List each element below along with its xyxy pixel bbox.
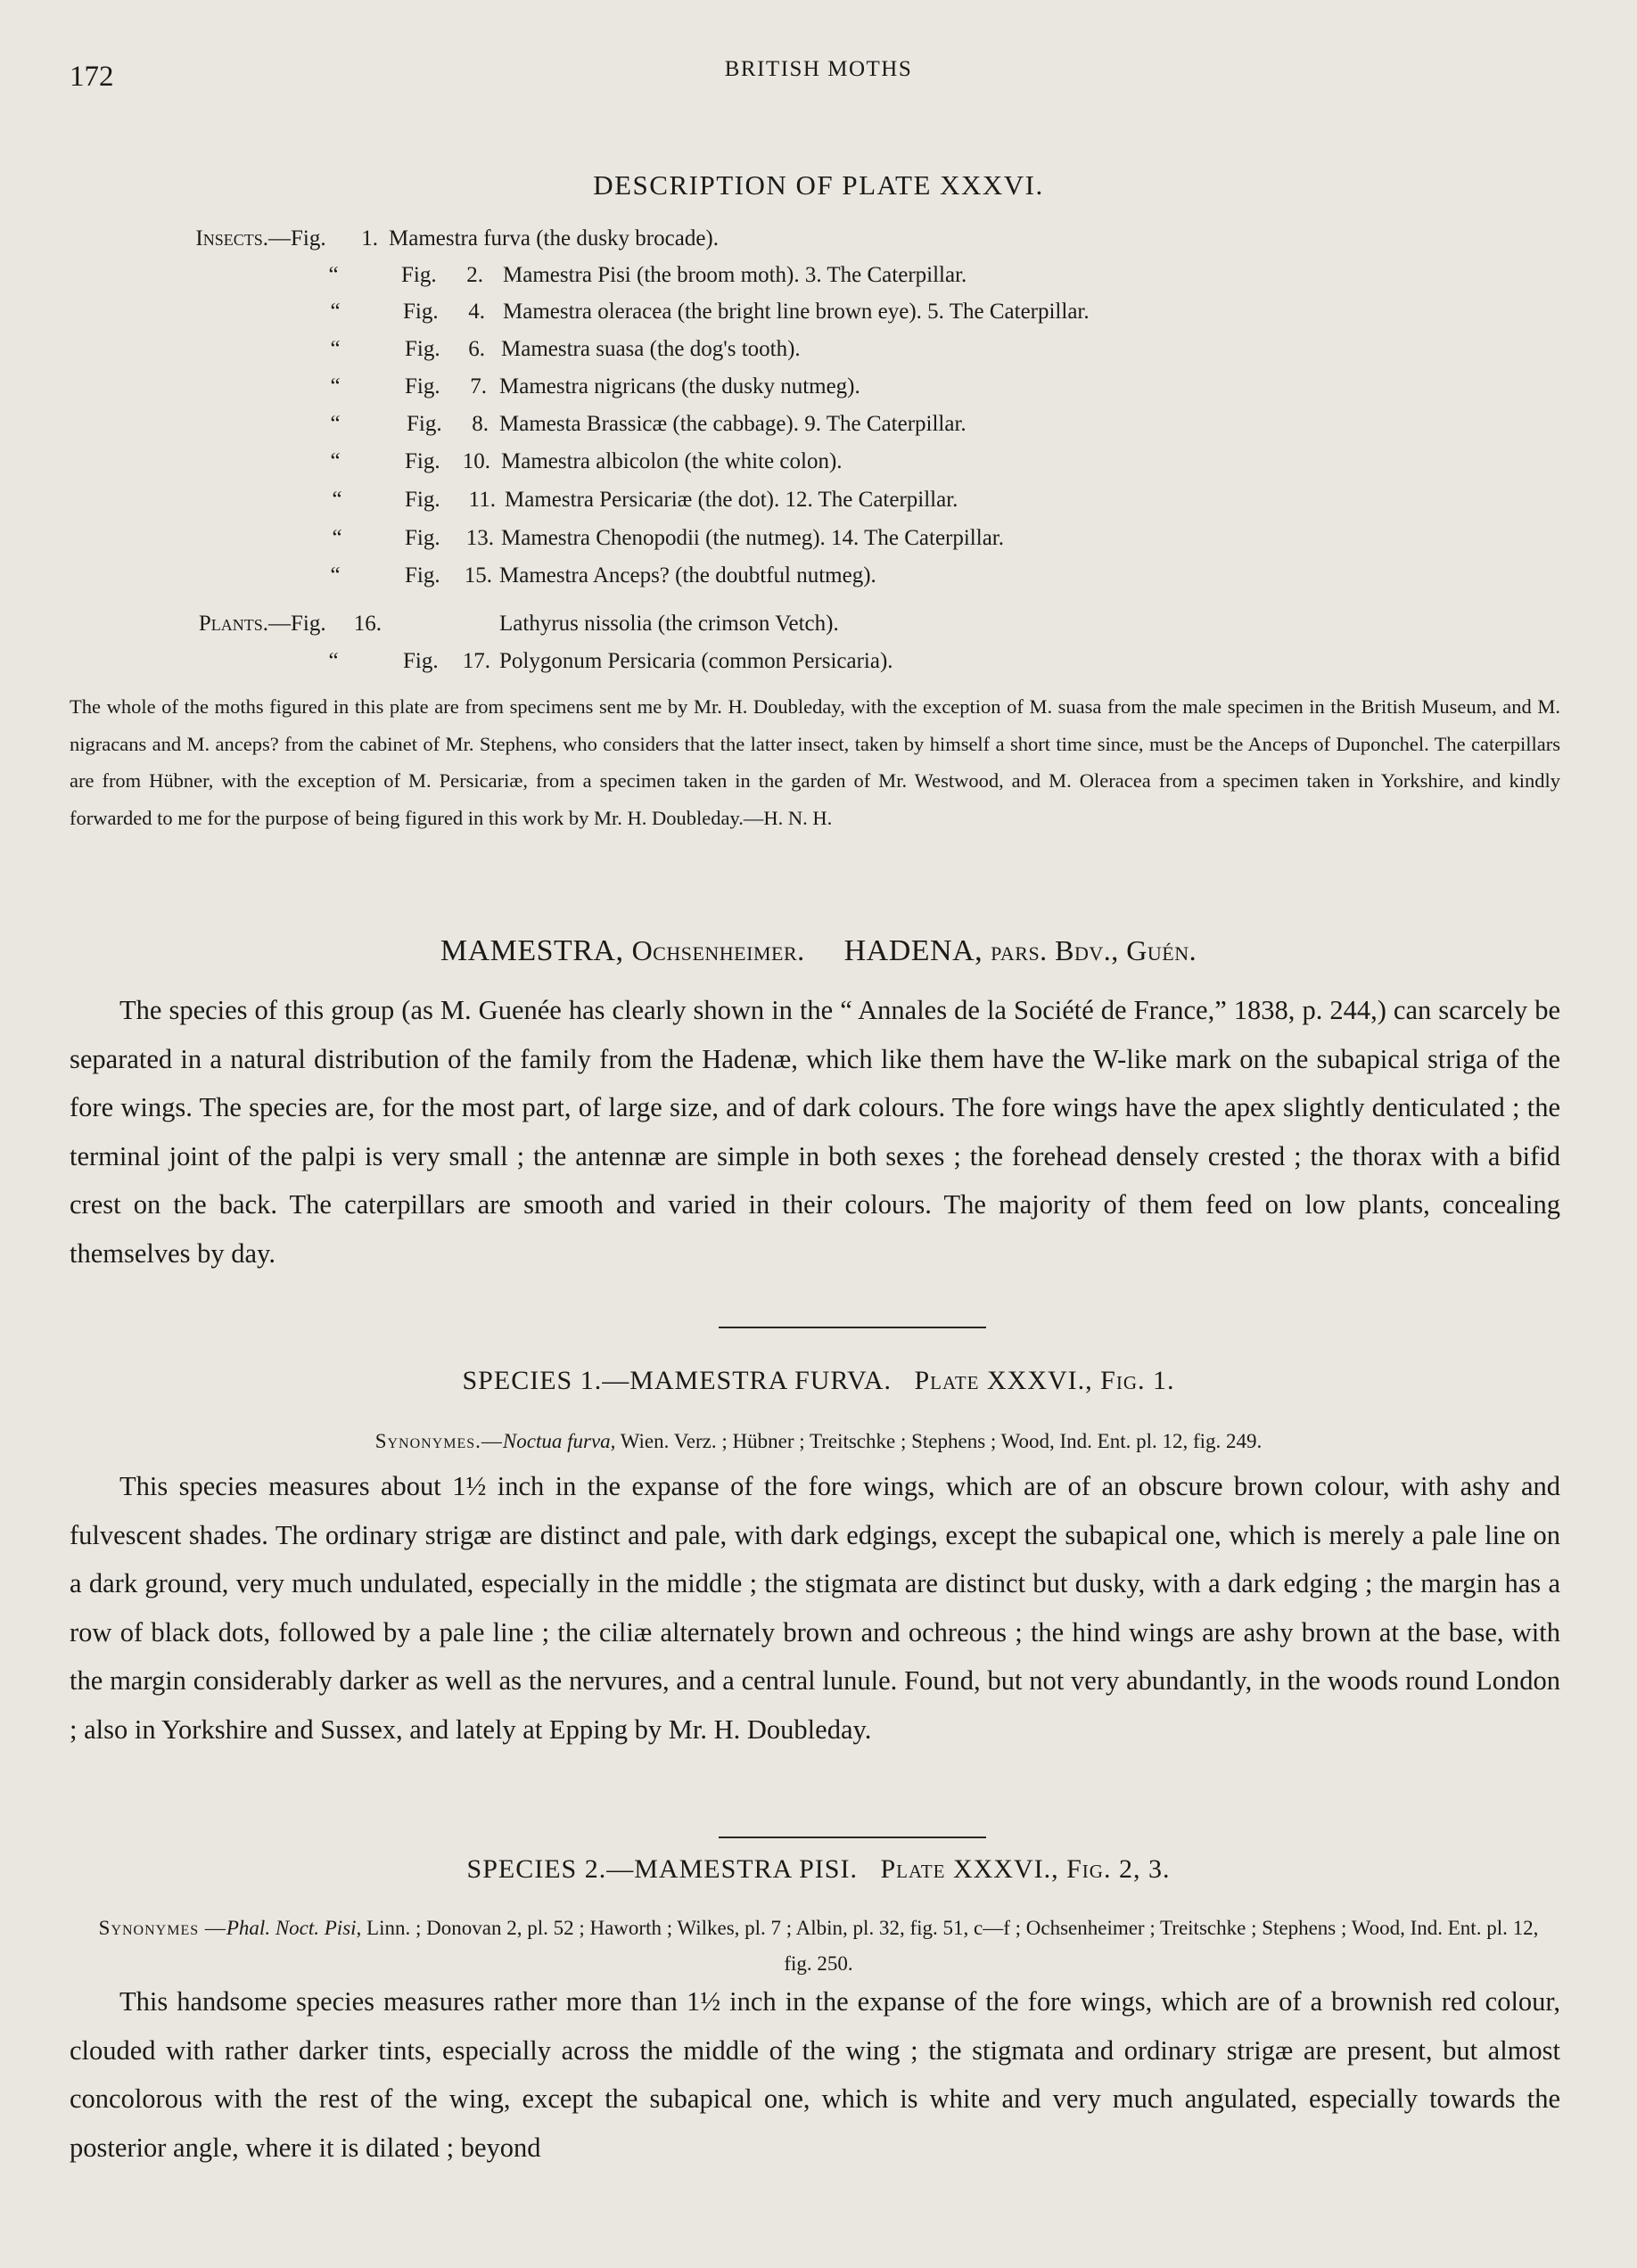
ditto-mark: “ — [332, 488, 342, 512]
ditto-mark: “ — [328, 263, 339, 287]
species-heading — [0, 1854, 1637, 1885]
genus-author: Ochsenheimer. — [631, 934, 805, 966]
ditto-mark: “ — [330, 563, 341, 588]
fig-word: Fig. — [405, 488, 440, 512]
genus-intro — [70, 986, 1560, 1278]
page-number: 172 — [70, 61, 114, 93]
synonyms-label: Synonymes — — [98, 1917, 226, 1939]
fig-word: Fig. — [405, 337, 440, 361]
plants-label: Plants.— — [198, 612, 291, 636]
figure-description: Mamestra albicolon (the white colon). — [501, 449, 843, 473]
fig-word: Fig. — [405, 449, 440, 473]
species-plate-ref: Plate XXXVI., Fig. 1. — [914, 1366, 1175, 1395]
synonyms-name: Phal. Noct. Pisi, — [226, 1917, 362, 1939]
species-synonyms — [89, 1424, 1548, 1459]
fig-word: Fig. — [405, 563, 440, 588]
synonyms-list: Linn. ; Donovan 2, pl. 52 ; Haworth ; Wilkes, pl. 7 ; Albin, pl. 32, fig. 51, c—f ; Ochsenheimer ; Treitschke ; Stephens ; Wood, Ind. Ent. pl. 12, fig. 250. — [361, 1917, 1539, 1975]
figure-number: 10. — [462, 449, 490, 473]
species-title: SPECIES 2.—MAMESTRA PISI. — [466, 1854, 858, 1884]
genus-heading — [0, 934, 1637, 968]
figure-number: 16. — [353, 612, 382, 636]
fig-word: Fig. — [405, 374, 440, 399]
figure-description: Mamesta Brassicæ (the cabbage). 9. The Caterpillar. — [499, 412, 967, 436]
fig-word: Fig. — [403, 300, 439, 324]
ditto-mark: “ — [328, 649, 339, 673]
plate-title: DESCRIPTION OF PLATE XXXVI. — [593, 169, 1044, 201]
figure-number: 13. — [465, 526, 494, 550]
ditto-mark: “ — [330, 449, 341, 473]
figure-number: 17. — [462, 649, 490, 673]
section-divider — [719, 1327, 986, 1328]
genus-name: MAMESTRA, — [440, 934, 624, 967]
species-description-text: This species measures about 1½ inch in the expanse of the fore wings, which are of an obscure brown colour, with ashy and fulvescent shades. The ordinary strigæ are distinct and pale, with dark edgings, except the subapical one, which is merely a pale line on a dark ground, very much undulated, especially in the middle ; the stigmata are distinct but dusky, with a dark edging ; the margin has a row of black dots, followed by a pale line ; the ciliæ alternately brown and ochreous ; the hind wings are ashy brown at the base, with the margin considerably darker as well as the nervures, and a central lunule. Found, but not very abundantly, in the woods round London ; also in Yorkshire and Sussex, and lately at Epping by Mr. H. Doubleday. — [70, 1471, 1560, 1745]
figure-description: Mamestra suasa (the dog's tooth). — [501, 337, 801, 361]
figure-description: Mamestra Chenopodii (the nutmeg). 14. The Caterpillar. — [501, 526, 1004, 550]
figure-description: Mamestra Pisi (the broom moth). 3. The Caterpillar. — [503, 263, 967, 287]
genus-name-alt: HADENA, — [843, 934, 983, 967]
synonyms-name: Noctua furva, — [502, 1430, 616, 1452]
synonyms-label: Synonymes.— — [374, 1430, 503, 1452]
synonyms-list: Wien. Verz. ; Hübner ; Treitschke ; Stephens ; Wood, Ind. Ent. pl. 12, fig. 249. — [615, 1430, 1263, 1452]
species-plate-ref: Plate XXXVI., Fig. 2, 3. — [880, 1854, 1171, 1884]
species-title: SPECIES 1.—MAMESTRA FURVA. — [462, 1366, 892, 1395]
fig-word: Fig. — [403, 649, 439, 673]
species-description — [70, 1977, 1560, 2172]
figure-description: Mamestra nigricans (the dusky nutmeg). — [499, 374, 860, 399]
ditto-mark: “ — [330, 337, 341, 361]
running-head: BRITISH MOTHS — [724, 57, 913, 81]
fig-word: Fig. — [407, 412, 442, 436]
figure-number: 2. — [466, 263, 483, 287]
figure-number: 8. — [472, 412, 489, 436]
figure-description: Mamestra oleracea (the bright line brown eye). 5. The Caterpillar. — [503, 300, 1090, 324]
fig-word: Fig. — [291, 226, 326, 251]
plate-note-text: The whole of the moths figured in this plate are from specimens sent me by Mr. H. Doubleday, with the exception of M. suasa from the male specimen in the British Museum, and M. nigracans and M. anceps? from the cabinet of Mr. Stephens, who considers that the latter insect, taken by himself a short time since, must be the Anceps of Duponchel. The caterpillars are from Hübner, with the exception of M. Persicariæ, from a specimen taken in the garden of Mr. Westwood, and M. Oleracea from a specimen taken in Yorkshire, and kindly forwarded to me for the purpose of being figured in this work by Mr. H. Doubleday.—H. N. H. — [70, 695, 1560, 829]
species-synonyms — [89, 1911, 1548, 1982]
species-description-text: This handsome species measures rather more than 1½ inch in the expanse of the fore wings, which are of a brownish red colour, clouded with rather darker tints, especially across the middle of the wing ; the stigmata and ordinary strigæ are present, but almost concolorous with the rest of the wing, except the subapical one, which is white and very much angulated, especially towards the posterior angle, where it is dilated ; beyond — [70, 1986, 1560, 2163]
figure-number: 15. — [464, 563, 492, 588]
fig-word: Fig. — [405, 526, 440, 550]
ditto-mark: “ — [330, 412, 341, 436]
figure-description: Mamestra furva (the dusky brocade). — [389, 226, 719, 251]
genus-author-alt: pars. Bdv., Guén. — [991, 934, 1197, 966]
genus-intro-text: The species of this group (as M. Guenée has clearly shown in the “ Annales de la Société de France,” 1838, p. 244,) can scarcely be separated in a natural distribution of the family from the Hadenæ, which like them have the W-like mark on the subapical striga of the fore wings. The species are, for the most part, of large size, and of dark colours. The fore wings have the apex slightly denticulated ; the terminal joint of the palpi is very small ; the antennæ are simple in both sexes ; the forehead densely crested ; the thorax with a bifid crest on the back. The caterpillars are smooth and varied in their colours. The majority of them feed on low plants, concealing themselves by day. — [70, 995, 1560, 1269]
figure-number: 4. — [468, 300, 485, 324]
page-header — [70, 52, 1567, 96]
ditto-mark: “ — [330, 300, 341, 324]
figure-number: 11. — [468, 488, 496, 512]
species-heading — [0, 1366, 1637, 1396]
plate-note — [70, 688, 1560, 836]
insects-label: Insects.— — [195, 226, 291, 251]
figure-description: Polygonum Persicaria (common Persicaria). — [499, 649, 893, 673]
figure-number: 7. — [470, 374, 487, 399]
species-description — [70, 1462, 1560, 1754]
figure-number: 6. — [468, 337, 485, 361]
fig-word: Fig. — [291, 612, 326, 636]
figure-description: Mamestra Persicariæ (the dot). 12. The Caterpillar. — [505, 488, 958, 512]
section-divider — [719, 1837, 986, 1838]
figure-description: Lathyrus nissolia (the crimson Vetch). — [499, 612, 839, 636]
ditto-mark: “ — [330, 374, 341, 399]
figure-number: 1. — [361, 226, 378, 251]
ditto-mark: “ — [332, 526, 342, 550]
figure-description: Mamestra Anceps? (the doubtful nutmeg). — [499, 563, 876, 588]
fig-word: Fig. — [401, 263, 437, 287]
